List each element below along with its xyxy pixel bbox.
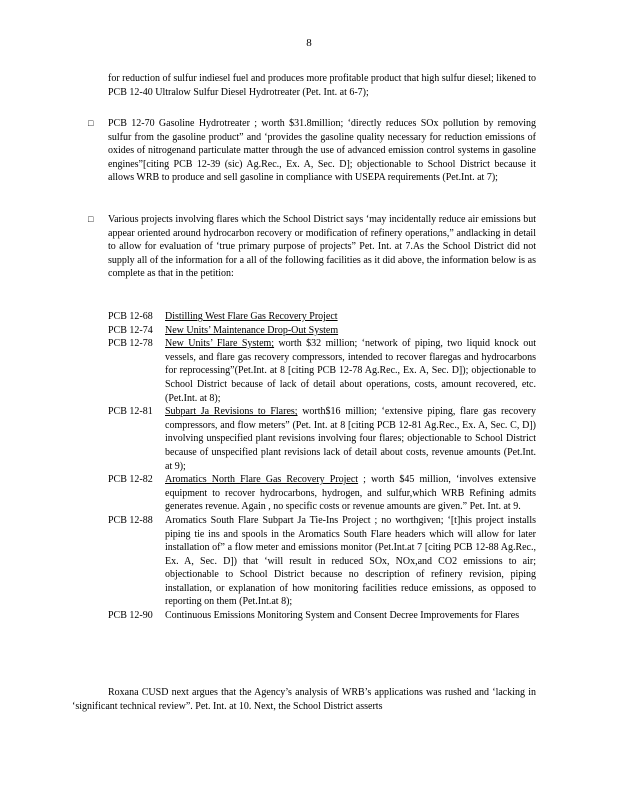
pcb-id: PCB 12-82 xyxy=(108,474,153,486)
pcb-entry xyxy=(108,609,536,623)
page-number: 8 xyxy=(306,37,312,49)
pcb-id: PCB 12-78 xyxy=(108,338,153,350)
pcb-id: PCB 12-81 xyxy=(108,406,153,418)
pcb-entry xyxy=(108,324,536,338)
pcb-title: Aromatics North Flare Gas Recovery Project xyxy=(165,474,359,486)
continuation-paragraph: for reduction of sulfur indiesel fuel and produces more profitable product that high sulfur diesel; likened to PCB 12-40 Ultralow Sulfur Diesel Hydrotreater (Pet. Int. at 6-7); xyxy=(108,73,536,98)
pcb-title: Subpart Ja Revisions to Flares; xyxy=(165,406,298,418)
pcb-entry xyxy=(108,337,536,405)
pcb-entry xyxy=(108,405,536,473)
pcb-title: Distilling West Flare Gas Recovery Project xyxy=(165,311,338,322)
pcb-entry xyxy=(108,310,536,324)
list-item: Various projects involving flares which the School District says ‘may incidentally reduce air emissions but appear oriented around hydrocarbon recovery or modification of refinery operations,” andlacking in detail to allow for evaluation of ‘true primary purpose of projects” Pet. Int. at 7.As the School District did not supply all of the information for a all of the following facilities as it did above, the information below is as complete as that in the petition: xyxy=(108,214,536,280)
pcb-title: New Units’ Flare System; xyxy=(165,338,275,350)
pcb-project-list xyxy=(108,310,536,623)
pcb-entry xyxy=(108,473,536,514)
pcb-id: PCB 12-74 xyxy=(108,324,153,336)
pcb-entry xyxy=(108,514,536,609)
list-item: PCB 12-70 Gasoline Hydrotreater ; worth $31.8million; ‘directly reduces SOx pollution by removing sulfur from the gasoline product” and ‘provides the gasoline quality necessary for reduction emissions of oxides of nitrogenand particulate matter through the use of advanced emission control systems in gasoline engines”[citing PCB 12-39 (sic) Ag.Rec., Ex. A, Sec. D]; objectionable to School District because it allows WRB to produce and sell gasoline in compliance with USEPA requirements (Pet.Int. at 7); xyxy=(108,118,536,184)
pcb-body: Aromatics South Flare Subpart Ja Tie-Ins Project ; no worthgiven; ‘[t]his project installs piping tie ins and spools in the Aromatics South Flare headers which will allow for later installation of” a flow meter and emissions monitor (Pet.Int.at 7 [citing PCB 12-88 Ag.Rec., Ex. A, Sec. D]) that ‘will result in reduced SOx, NOx,and CO2 emissions to air; objectionable to School District because no description of refinery revision, piping installation, or explanation of how monitoring facilities reduce emissions, as opposed to reporting on them (Pet.Int.at 8); xyxy=(165,514,536,608)
pcb-body: worth $32 million; ‘network of piping, two liquid knock out vessels, and flare gas recovery compressors, intended to recover flaregas and hydrocarbons for reprocessing”(Pet.Int. at 8 [citing PCB 12-78 Ag.Rec., Ex. A, Sec. D]); objectionable to School District because of lack of detail about operations, costs, amount recovered, etc. (Pet.Int. at 8); xyxy=(165,338,536,404)
pcb-body: ; worth $45 million, ‘involves extensive equipment to recover hydrocarbons, hydrogen, and sulfur,which WRB Refining admits generates revenue. Again , no specific costs or revenue amounts are given.” Pet. Int. at 9. xyxy=(165,474,537,513)
pcb-id: PCB 12-68 xyxy=(108,311,153,322)
bullet-icon: □ xyxy=(88,214,94,224)
pcb-id: PCB 12-90 xyxy=(108,610,153,622)
pcb-body: worth$16 million; ‘extensive piping, flare gas recovery compressors, and flow meters” (Pet. Int. at 8 [citing PCB 12-81 Ag.Rec., Ex. A, Sec. C, D]) involving unspecified plant revisions involving four flares; objectionable to School District because of unspecified plant revisions lack of detail about costs, revenue amounts (Pet.Int. at 9); xyxy=(165,406,536,472)
pcb-body: Continuous Emissions Monitoring System and Consent Decree Improvements for Flares xyxy=(165,610,520,622)
pcb-id: PCB 12-88 xyxy=(108,514,153,526)
bullet-icon: □ xyxy=(88,118,94,128)
closing-paragraph: Roxana CUSD next argues that the Agency’s analysis of WRB’s applications was rushed and ‘lacking in ‘significant technical review”. Pet. Int. at 10. Next, the School District asserts xyxy=(72,687,536,712)
pcb-title: New Units’ Maintenance Drop-Out System xyxy=(165,324,339,336)
